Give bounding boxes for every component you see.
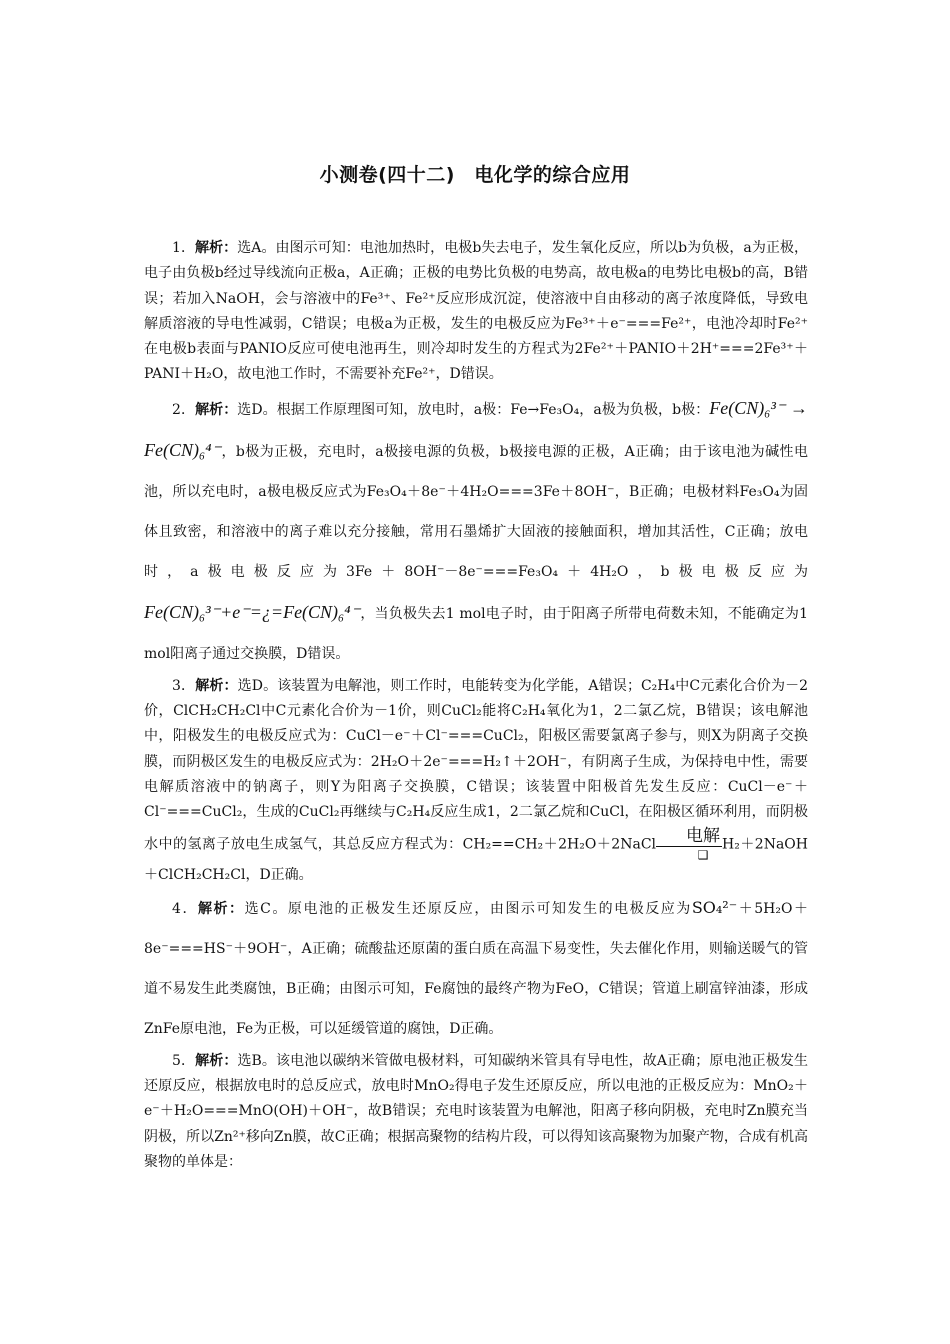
analysis-label: 解析： [195, 677, 238, 694]
page-title: 小测卷(四十二) 电化学的综合应用 [319, 164, 631, 186]
answer-text: 选D。根据工作原理图可知，放电时，a极：Fe→Fe₃O₄，a极为负极，b极： [237, 401, 710, 418]
answer-text: H₂＋2NaOH＋ClCH₂CH₂Cl，D正确。 [144, 836, 808, 883]
analysis-label: 解析： [195, 240, 238, 256]
answer-1 [144, 236, 808, 388]
answer-text: 选A。由图示可知：电池加热时，电极b失去电子，发生氧化反应，所以b为负极，a为正极，电子由负极b经过导线流向正极a，A正确；正极的电势比负极的电势高，故电极a的电势比电极b的高，B错误；若加入NaOH，会与溶液中的Fe³⁺、Fe²⁺反应形成沉淀，使溶液中自由移动的离子浓度降低，导致电解质溶液的导电性减弱，C错误；电极a为正极，发生的电极反应为Fe³⁺＋e⁻===Fe²⁺，电池冷却时Fe²⁺在电极b表面与PANIO反应可使电池再生，则冷却时发生的方程式为2Fe²⁺＋PANIO＋2H⁺===2Fe³⁺＋PANI＋H₂O，故电池工作时，不需要补充Fe²⁺，D错误。 [144, 240, 808, 383]
item-number: 4． [172, 900, 198, 917]
electrolysis-label: 电解 [656, 826, 722, 847]
item-number: 1． [172, 240, 196, 256]
answer-text: 选C。原电池的正极发生还原反应，由图示可知发生的电极反应为 [244, 900, 692, 917]
answer-3 [144, 674, 808, 888]
equation-ferricyanide-reduction: Fe(CN)₆³⁻ → Fe(CN)₆⁴⁻ [144, 397, 809, 460]
answer-body [144, 236, 808, 1175]
analysis-label: 解析： [195, 401, 238, 418]
answer-text: 选B。该电池以碳纳米管做电极材料，可知碳纳米管具有导电性，故A正确；原电池正极发生还原反应，根据放电时的总反应式，放电时MnO₂得电子发生还原反应，所以电池的正极反应为：MnO₂＋e⁻＋H₂O===MnO(OH)＋OH⁻，故B错误；充电时该装置为电解池，阳离子移向阴极，充电时Zn膜充当阴极，所以Zn²⁺移向Zn膜，故C正确；根据高聚物的结构片段，可以得知该高聚物为加聚产物，合成有机高聚物的单体是： [144, 1052, 808, 1171]
answer-2 [144, 388, 808, 674]
answer-text: ，b极为正极，充电时，a极接电源的负极，b极接电源的正极，A正确；由于该电池为碱性电池，所以充电时，a极电极反应式为Fe₃O₄＋8e⁻＋4H₂O===3Fe＋8OH⁻，B正确；电极材料Fe₃O₄为固体且致密，和溶液中的离子难以充分接触，常用石墨烯扩大固液的接触面积，增加其活性，C正确；放电时，a极电极反应为3Fe＋8OH⁻－8e⁻===Fe₃O₄＋4H₂O，b极电极反应为 [144, 443, 808, 580]
item-number: 2． [172, 401, 196, 418]
item-number: 3． [172, 677, 196, 694]
answer-text: ＋5H₂O＋8e⁻===HS⁻＋9OH⁻，A正确；硫酸盐还原菌的蛋白质在高温下易变性，失去催化作用，则输送暖气的管道不易发生此类腐蚀，B正确；由图示可知，Fe腐蚀的最终产物为FeO，C错误；管道上刷富锌油漆，形成ZnFe原电池，Fe为正极，可以延缓管道的腐蚀，D正确。 [144, 900, 808, 1037]
equation-b-electrode: Fe(CN)₆³⁻+e⁻=¿=Fe(CN)₆⁴⁻ [144, 601, 361, 622]
answer-text: ，当负极失去1 mol电子时，由于阳离子所带电荷数未知，不能确定为1 mol阳离子通过交换膜，D错误。 [144, 605, 808, 662]
sulfate-ion: SO₄²⁻ [691, 897, 738, 917]
electrolysis-arrow [656, 826, 722, 863]
item-number: 5． [172, 1052, 196, 1069]
analysis-label: 解析： [197, 900, 245, 917]
analysis-label: 解析： [195, 1052, 238, 1069]
answer-4 [144, 888, 808, 1049]
answer-text: 选D。该装置为电解池，则工作时，电能转变为化学能，A错误；C₂H₄中C元素化合价为－2价，ClCH₂CH₂Cl中C元素化合价为－1价，则CuCl₂能将C₂H₄氧化为1，2二氯乙烷，B错误；该电解池中，阳极发生的电极反应式为：CuCl－e⁻＋Cl⁻===CuCl₂，阳极区需要氯离子参与，则X为阴离子交换膜，而阴极区发生的电极反应式为：2H₂O＋2e⁻===H₂↑＋2OH⁻，有阴离子生成，为保持电中性，需要电解质溶液中的钠离子，则Y为阳离子交换膜，C错误；该装置中阳极首先发生反应：CuCl－e⁻＋Cl⁻===CuCl₂，生成的CuCl₂再继续与C₂H₄反应生成1，2二氯乙烷和CuCl，在阳极区循环利用，而阴极水中的氢离子放电生成氢气，其总反应方程式为：CH₂==CH₂＋2H₂O＋2NaCl [144, 677, 808, 853]
answer-5 [144, 1049, 808, 1175]
placeholder-box-icon: ❑ [697, 847, 709, 862]
